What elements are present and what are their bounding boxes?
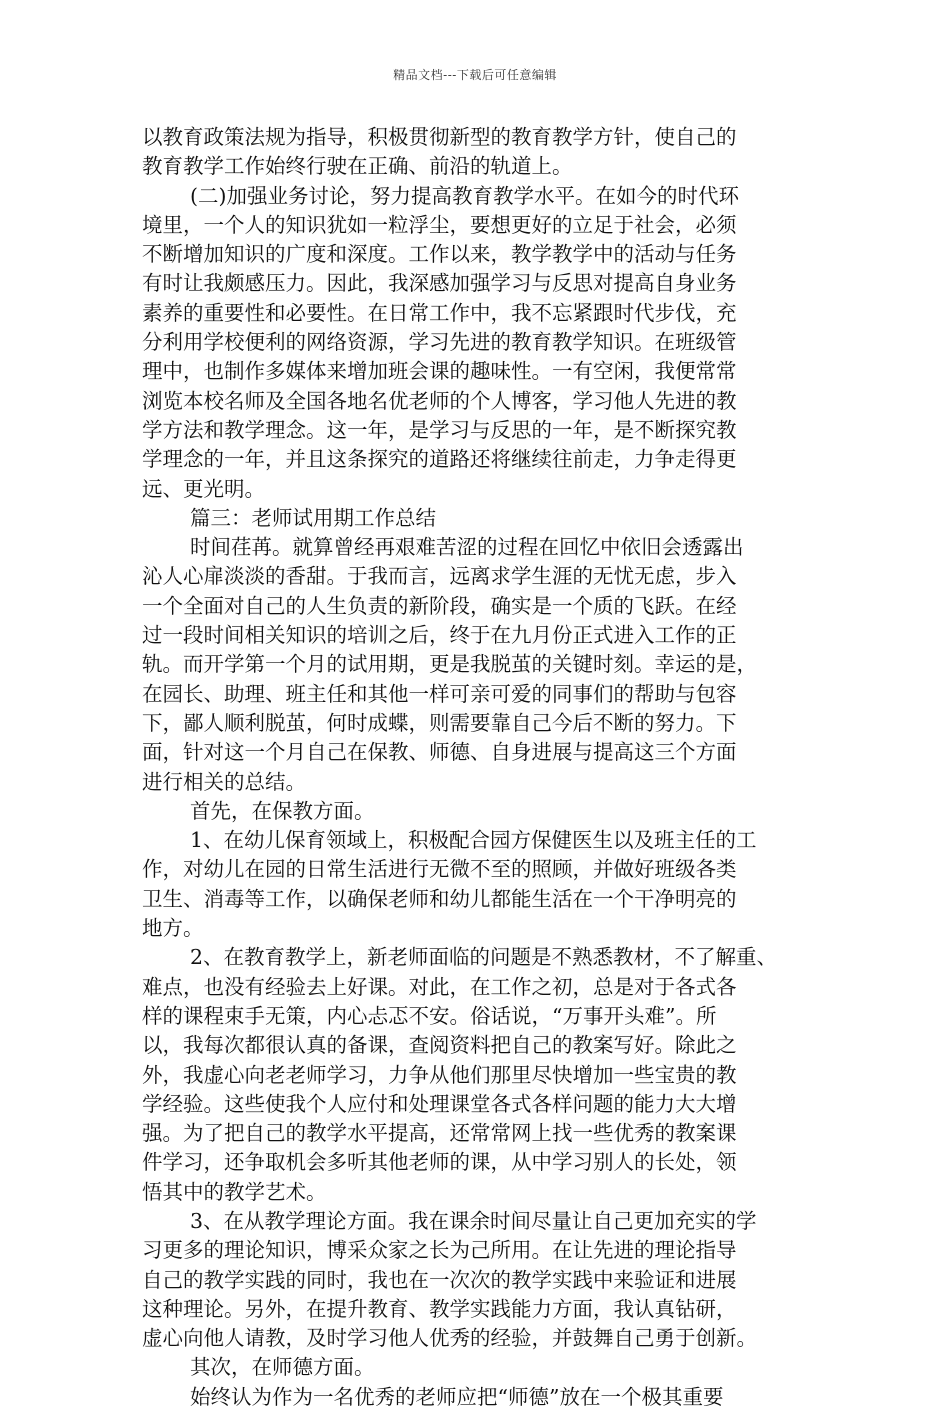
text-line: 虚心向他人请教，及时学习他人优秀的经验，并鼓舞自己勇于创新。 bbox=[142, 1326, 757, 1351]
text-line: 以教育政策法规为指导，积极贯彻新型的教育教学方针，使自己的 bbox=[142, 125, 737, 149]
text-line: (二)加强业务讨论，努力提高教育教学水平。在如今的时代环 bbox=[190, 183, 739, 208]
text-line: 篇三：老师试用期工作总结 bbox=[190, 505, 436, 530]
text-line: 浏览本校名师及全国各地名优老师的个人博客，学习他人先进的教 bbox=[142, 388, 737, 413]
text-line: 理中，也制作多媒体来增加班会课的趣味性。一有空闲，我便常常 bbox=[142, 359, 737, 384]
text-line: 其次，在师德方面。 bbox=[190, 1355, 375, 1380]
text-line: 学经验。这些使我个人应付和处理课堂各式各样问题的能力大大增 bbox=[142, 1091, 737, 1116]
text-line: 1、在幼儿保育领域上，积极配合园方保健医生以及班主任的工 bbox=[190, 828, 757, 853]
text-line: 自己的教学实践的同时，我也在一次次的教学实践中来验证和进展 bbox=[142, 1267, 737, 1292]
text-line: 悟其中的教学艺术。 bbox=[142, 1179, 327, 1204]
text-line: 强。为了把自己的教学水平提高，还常常网上找一些优秀的教案课 bbox=[142, 1121, 737, 1146]
text-line: 作，对幼儿在园的日常生活进行无微不至的照顾，并做好班级各类 bbox=[142, 857, 737, 882]
text-line: 首先，在保教方面。 bbox=[190, 798, 375, 823]
text-line: 分利用学校便利的网络资源，学习先进的教育教学知识。在班级管 bbox=[142, 330, 737, 355]
text-line: 在园长、助理、班主任和其他一样可亲可爱的同事们的帮助与包容 bbox=[142, 681, 737, 706]
text-line: 远、更光明。 bbox=[142, 476, 265, 501]
text-line: 地方。 bbox=[142, 916, 204, 941]
text-line: 卫生、消毒等工作，以确保老师和幼儿都能生活在一个干净明亮的 bbox=[142, 886, 737, 911]
text-line: 境里，一个人的知识犹如一粒浮尘，要想更好的立足于社会，必须 bbox=[142, 212, 737, 237]
text-line: 下，鄙人顺利脱茧，何时成蝶，则需要靠自己今后不断的努力。下 bbox=[142, 710, 737, 735]
text-line: 教育教学工作始终行驶在正确、前沿的轨道上。 bbox=[142, 154, 573, 179]
text-line: 时间荏苒。就算曾经再艰难苦涩的过程在回忆中依旧会透露出 bbox=[190, 535, 744, 560]
text-line: 沁人心扉淡淡的香甜。于我而言，远离求学生涯的无忧无虑，步入 bbox=[142, 564, 737, 589]
document-body bbox=[142, 123, 812, 1412]
text-line: 进行相关的总结。 bbox=[142, 769, 306, 794]
text-line: 习更多的理论知识，博采众家之长为己所用。在让先进的理论指导 bbox=[142, 1238, 737, 1263]
text-line: 难点，也没有经验去上好课。对此，在工作之初，总是对于各式各 bbox=[142, 974, 737, 999]
text-line: 这种理论。另外，在提升教育、教学实践能力方面，我认真钻研， bbox=[142, 1296, 737, 1321]
text-line: 不断增加知识的广度和深度。工作以来，教学教学中的活动与任务 bbox=[142, 242, 737, 267]
text-line: 以，我每次都很认真的备课，查阅资料把自己的教案写好。除此之 bbox=[142, 1033, 737, 1058]
text-line: 件学习，还争取机会多听其他老师的课，从中学习别人的长处，领 bbox=[142, 1150, 737, 1175]
text-line: 外，我虚心向老老师学习，力争从他们那里尽快增加一些宝贵的教 bbox=[142, 1062, 737, 1087]
text-line: 样的课程束手无策，内心忐忑不安。俗话说，“万事开头难”。所 bbox=[142, 1003, 717, 1028]
text-line: 始终认为作为一名优秀的老师应把“师德”放在一个极其重要 bbox=[190, 1384, 724, 1409]
page-header: 精品文档---下载后可任意编辑 bbox=[393, 68, 557, 82]
text-line: 素养的重要性和必要性。在日常工作中，我不忘紧跟时代步伐，充 bbox=[142, 300, 737, 325]
text-line: 3、在从教学理论方面。我在课余时间尽量让自己更加充实的学 bbox=[190, 1208, 757, 1233]
text-line: 过一段时间相关知识的培训之后，终于在九月份正式进入工作的正 bbox=[142, 623, 737, 648]
text-line: 学理念的一年，并且这条探究的道路还将继续往前走，力争走得更 bbox=[142, 447, 737, 472]
text-line: 有时让我颇感压力。因此，我深感加强学习与反思对提高自身业务 bbox=[142, 271, 737, 296]
text-line: 轨。而开学第一个月的试用期，更是我脱茧的关键时刻。幸运的是， bbox=[142, 652, 757, 677]
text-line: 学方法和教学理念。这一年，是学习与反思的一年，是不断探究教 bbox=[142, 417, 737, 442]
text-line: 一个全面对自己的人生负责的新阶段，确实是一个质的飞跃。在经 bbox=[142, 593, 737, 618]
text-line: 面，针对这一个月自己在保教、师德、自身进展与提高这三个方面 bbox=[142, 740, 737, 765]
text-line: 2、在教育教学上，新老师面临的问题是不熟悉教材，不了解重、 bbox=[190, 945, 778, 970]
